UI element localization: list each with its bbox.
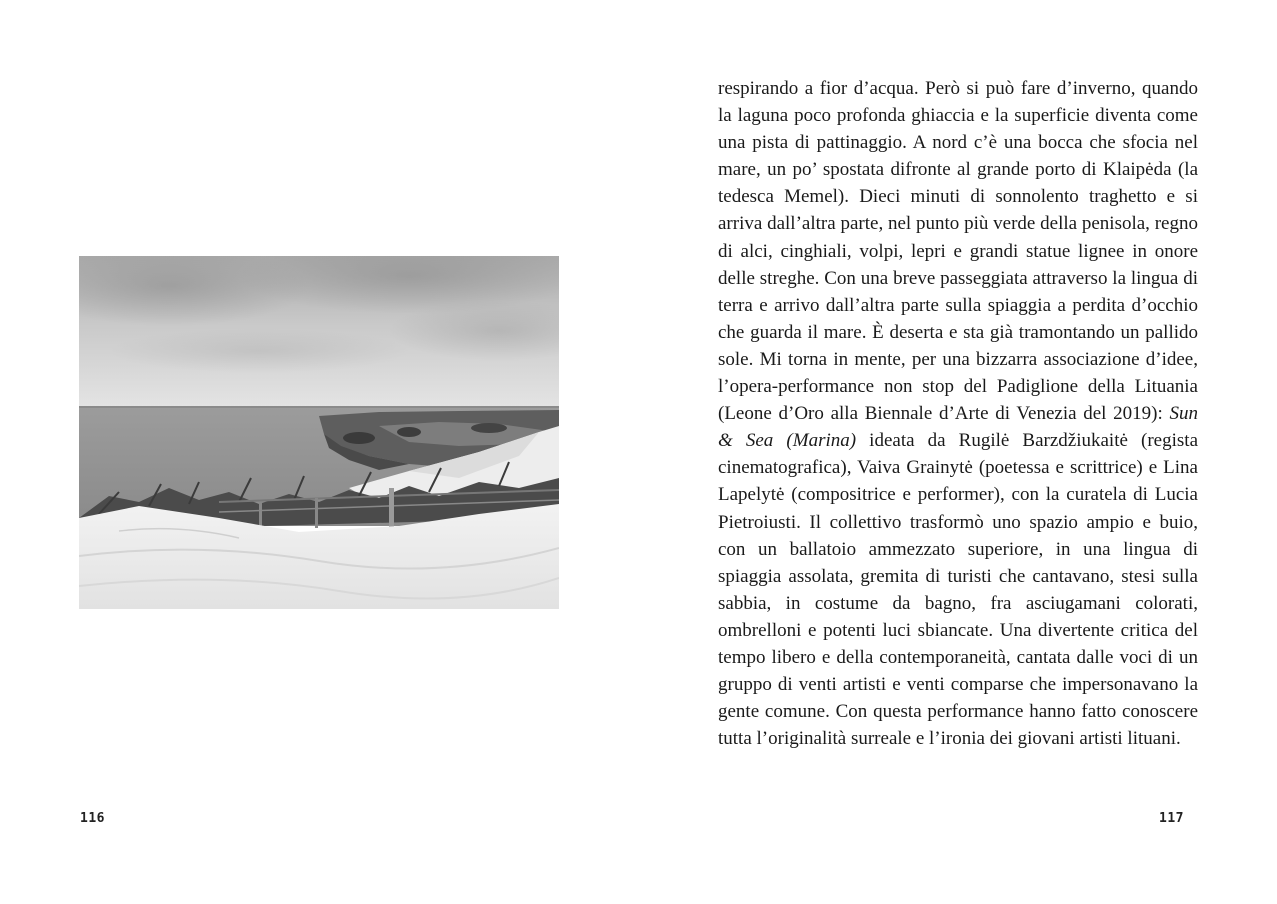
body-text [718, 75, 1198, 752]
dune-lagoon-photo [79, 256, 559, 609]
page-number-left: 116 [80, 811, 105, 826]
paragraph-part-2: ideata da Rugilė Barzdžiukaitė (regista cinematografica), Vaiva Grainytė (poetessa e scrittrice) e Lina Lapelytė (compositrice e performer), con la curatela di Lucia Pietroiusti. Il collettivo trasformò uno spazio ampio e buio, con un ballatoio ammezzato superiore, in una lingua di spiaggia assolata, gremita di turisti che cantavano, stesi sulla sabbia, in costume da bagno, fra asciugamani colorati, ombrelloni e potenti luci sbiancate. Una divertente critica del tempo libero e della contemporaneità, cantata dalle voci di un gruppo di venti artisti e venti comparse che impersonavano la gente comune. Con questa performance hanno fatto conoscere tutta l’originalità surreale e l’ironia dei giovani artisti lituani. [718, 430, 1198, 750]
left-page [0, 0, 638, 904]
page-number-right: 117 [1159, 811, 1184, 826]
right-page [638, 0, 1277, 904]
photo-graphic [79, 256, 559, 609]
artwork-title: Sun & Sea (Marina) [718, 403, 1198, 452]
paragraph-part-1: respirando a fior d’acqua. Però si può fare d’inverno, quando la laguna poco profonda ghiaccia e la superficie diventa come una pista di pattinaggio. A nord c’è una bocca che sfocia nel mare, un po’ spostata difronte al grande porto di Klaipėda (la tedesca Memel). Dieci minuti di sonnolento traghetto e si arriva dall’altra parte, nel punto più verde della penisola, regno di alci, cinghiali, volpi, lepri e grandi statue lignee in onore delle streghe. Con una breve passeggiata attraverso la lingua di terra e arrivo dall’altra parte sulla spiaggia a perdita d’occhio che guarda il mare. È deserta e sta già tramontando un pallido sole. Mi torna in mente, per una bizzarra associazione d’idee, l’opera-performance non stop del Padiglione della Lituania (Leone d’Oro alla Biennale d’Arte di Venezia del 2019): [718, 78, 1198, 425]
body-paragraph [718, 75, 1198, 752]
